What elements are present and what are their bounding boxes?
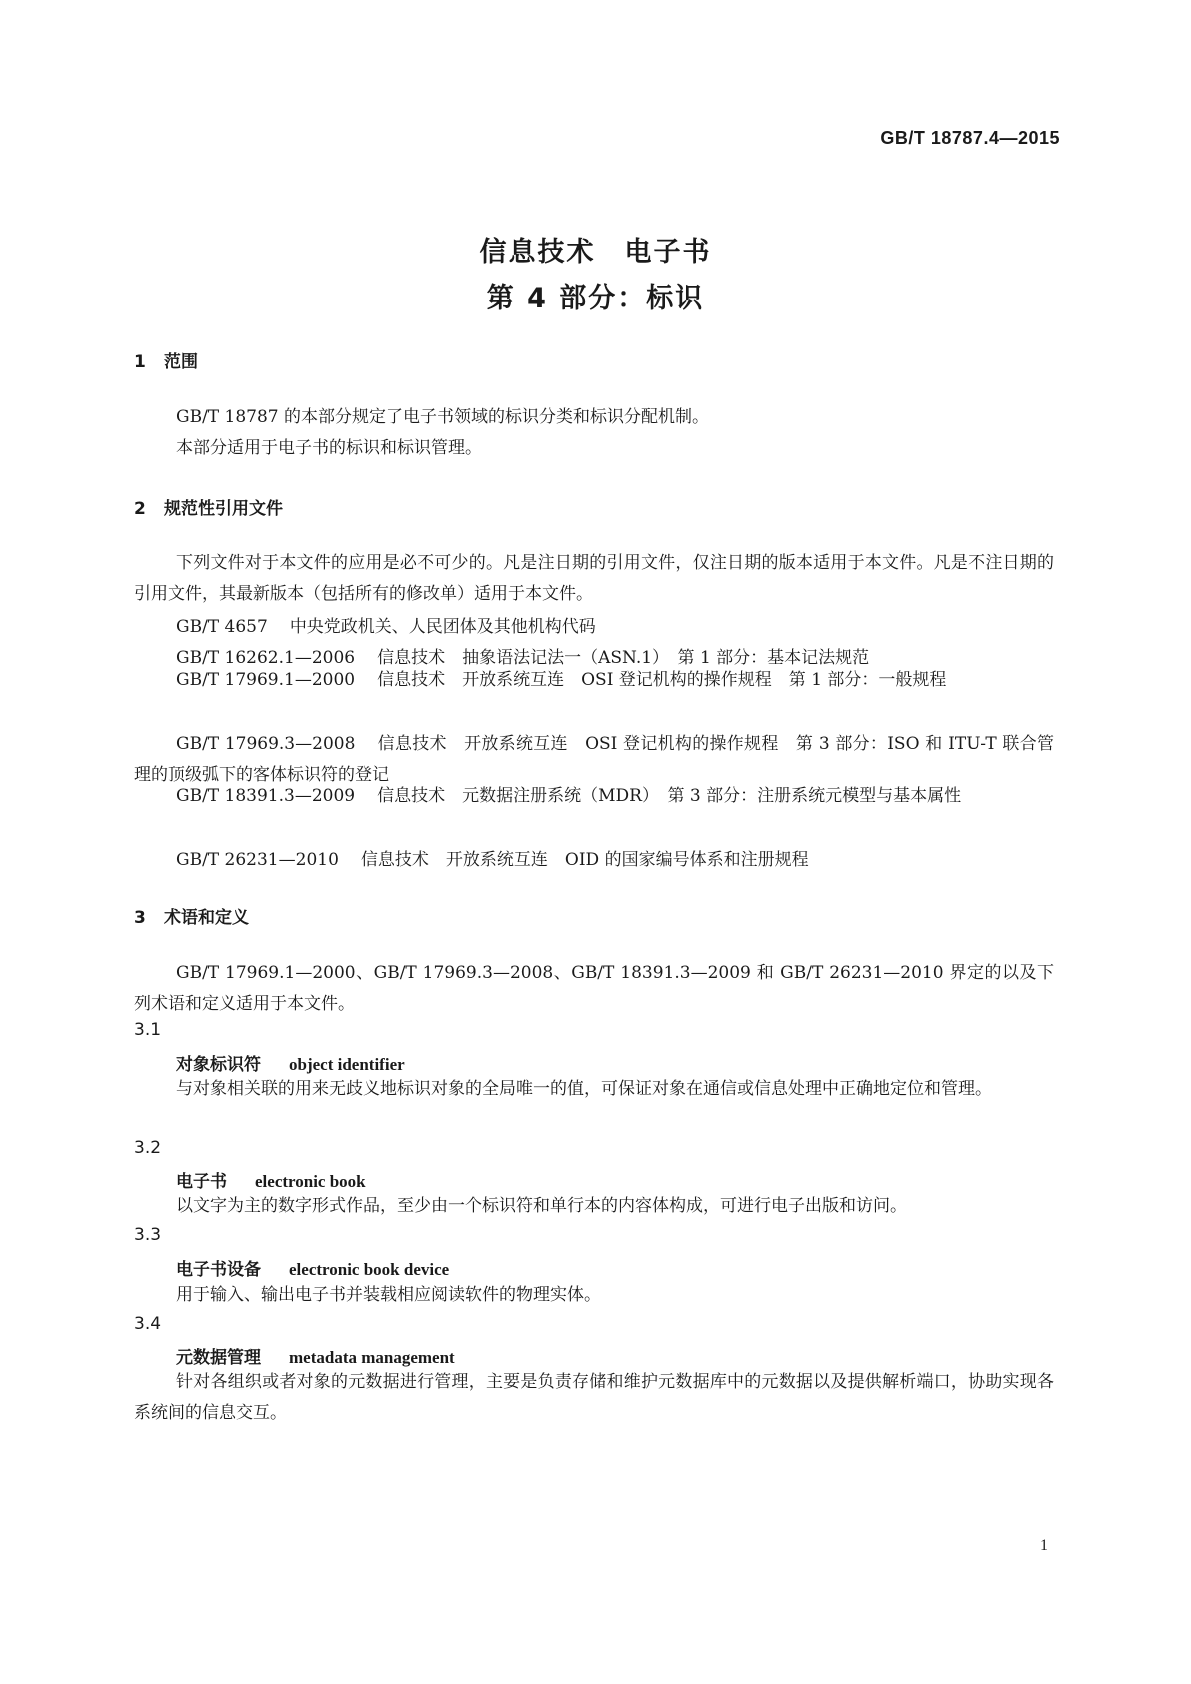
reference-code: GB/T 17969.3—2008 <box>176 734 356 754</box>
standard-code: GB/T 18787.4—2015 <box>880 128 1060 148</box>
term-number: 3.2 <box>134 1138 162 1158</box>
term-number: 3.3 <box>134 1225 162 1245</box>
reference-code: GB/T 18391.3—2009 <box>176 786 356 806</box>
term-definition: 与对象相关联的用来无歧义地标识对象的全局唯一的值，可保证对象在通信或信息处理中正确地定位和管理。 <box>176 1079 992 1099</box>
term-zh: 电子书设备 <box>176 1260 261 1280</box>
term-heading <box>176 1167 366 1192</box>
term-heading <box>176 1255 449 1280</box>
section-1-heading <box>134 347 198 372</box>
section-number: 2 <box>134 499 146 519</box>
section-title: 术语和定义 <box>164 908 249 928</box>
reference-item <box>176 612 596 637</box>
section-number: 3 <box>134 908 146 928</box>
term-zh: 元数据管理 <box>176 1348 261 1368</box>
term-definition: 针对各组织或者对象的元数据进行管理，主要是负责存储和维护元数据库中的元数据以及提供解析端口，协助实现各系统间的信息交互。 <box>134 1372 1054 1423</box>
reference-title: 信息技术 开放系统互连 OSI 登记机构的操作规程 第 3 部分：ISO 和 ITU-T 联合管理的顶级弧下的客体标识符的登记 <box>134 734 1054 785</box>
term-heading <box>176 1050 405 1075</box>
reference-title: 信息技术 开放系统互连 OID 的国家编号体系和注册规程 <box>360 850 809 870</box>
term-en: electronic book device <box>289 1260 450 1279</box>
term-zh: 电子书 <box>176 1172 227 1192</box>
term-definition: 用于输入、输出电子书并装载相应阅读软件的物理实体。 <box>176 1285 601 1305</box>
section-title: 规范性引用文件 <box>164 499 283 519</box>
term-number: 3.1 <box>134 1020 162 1040</box>
paragraph: 本部分适用于电子书的标识和标识管理。 <box>176 438 482 458</box>
document-title: 信息技术 电子书 <box>479 237 712 268</box>
term-definition: 以文字为主的数字形式作品，至少由一个标识符和单行本的内容体构成，可进行电子出版和访问。 <box>176 1196 907 1216</box>
document-subtitle: 第 4 部分：标识 <box>486 283 705 314</box>
paragraph: GB/T 18787 的本部分规定了电子书领域的标识分类和标识分配机制。 <box>176 407 710 427</box>
reference-item <box>134 665 1054 696</box>
section-3-heading <box>134 903 249 928</box>
reference-title: 中央党政机关、人民团体及其他机构代码 <box>289 617 596 637</box>
reference-code: GB/T 16262.1—2006 <box>176 648 356 668</box>
term-en: metadata management <box>289 1348 455 1367</box>
term-number: 3.4 <box>134 1314 162 1334</box>
reference-title: 信息技术 开放系统互连 OSI 登记机构的操作规程 第 1 部分：一般规程 <box>377 670 947 690</box>
term-en: object identifier <box>289 1055 405 1074</box>
reference-title: 信息技术 抽象语法记法一（ASN.1） 第 1 部分：基本记法规范 <box>377 648 870 668</box>
reference-item <box>134 781 1054 812</box>
section-2-heading <box>134 494 283 519</box>
section-number: 1 <box>134 352 146 372</box>
term-zh: 对象标识符 <box>176 1055 261 1075</box>
reference-item <box>176 845 809 870</box>
paragraph: 下列文件对于本文件的应用是必不可少的。凡是注日期的引用文件，仅注日期的版本适用于本文件。凡是不注日期的引用文件，其最新版本（包括所有的修改单）适用于本文件。 <box>134 553 1054 604</box>
reference-title: 信息技术 元数据注册系统（MDR） 第 3 部分：注册系统元模型与基本属性 <box>377 786 962 806</box>
term-en: electronic book <box>255 1172 366 1191</box>
page-number: 1 <box>1040 1537 1048 1554</box>
section-title: 范围 <box>164 352 198 372</box>
reference-code: GB/T 4657 <box>176 617 268 637</box>
reference-code: GB/T 26231—2010 <box>176 850 339 870</box>
reference-code: GB/T 17969.1—2000 <box>176 670 356 690</box>
paragraph: GB/T 17969.1—2000、GB/T 17969.3—2008、GB/T 18391.3—2009 和 GB/T 26231—2010 界定的以及下列术语和定义适用于本文件。 <box>134 963 1054 1014</box>
term-heading <box>176 1343 455 1368</box>
